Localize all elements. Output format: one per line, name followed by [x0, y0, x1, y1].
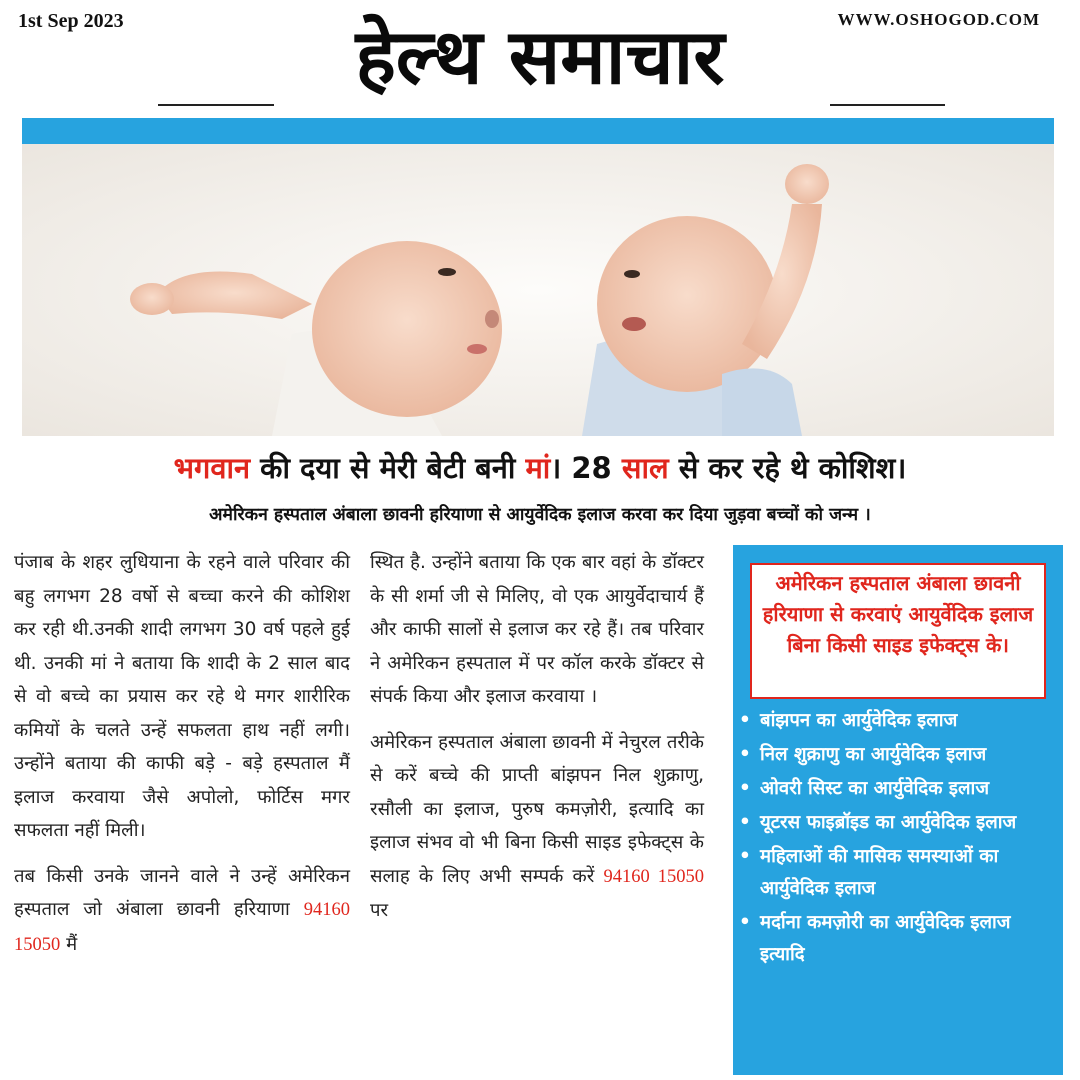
- masthead-rule-right: [830, 104, 945, 106]
- masthead-title: हेल्थ समाचार: [355, 12, 725, 101]
- list-item: • महिलाओं की मासिक समस्याओं का आर्युवेदिक इलाज: [733, 841, 1063, 905]
- twin-babies-illustration: [22, 144, 1054, 436]
- article-column-1: [14, 546, 350, 974]
- list-item: • बांझपन का आर्युवेदिक इलाज: [733, 705, 1063, 737]
- article-paragraph: स्थित है. उन्होंने बताया कि एक बार वहां के डॉक्टर के सी शर्मा जी से मिलिए, वो एक आयुर्वेदाचार्य हैं और काफी सालों से इलाज कर रहे हैं। तब परिवार ने अमेरिकन हस्पताल में पर कॉल करके डॉक्टर से संपर्क किया और इलाज करवाया ।: [370, 552, 704, 707]
- sidebar-callout: अमेरिकन हस्पताल अंबाला छावनी हरियाणा से करवाएं आयुर्वेदिक इलाज बिना किसी साइड इफेक्ट्स के।: [750, 563, 1046, 699]
- article-paragraph: पंजाब के शहर लुधियाना के रहने वाले परिवार की बहु लगभग 28 वर्षो से बच्चा करने की कोशिश कर रही थी.उनकी शादी लगभग 30 वर्ष पहले हुई थी. उनकी मां ने बताया कि शादी के 2 साल बाद से वो बच्चे का प्रयास कर रहे थे मगर शारीरिक कमियों के चलते उन्हें सफलता हाथ नहीं लगी। उन्होंने बताया की काफी बड़े - बड़े हस्पताल मैं इलाज करवाया जैसे अपोलो, फोर्टिस मगर सफलता नहीं मिली।: [14, 552, 350, 841]
- masthead-rule-left: [158, 104, 274, 106]
- paragraph-text: तब किसी उनके जानने वाले ने उन्हें अमेरिकन हस्पताल जो अंबाला छावनी हरियाणा: [14, 865, 350, 920]
- phone-number[interactable]: 94160 15050: [14, 900, 350, 955]
- headline: [0, 448, 1080, 487]
- article-column-2: [370, 546, 704, 940]
- website-url[interactable]: WWW.OSHOGOD.COM: [837, 10, 1040, 29]
- headline-red-bhagwan: भगवान: [173, 451, 251, 485]
- subheadline: अमेरिकन हस्पताल अंबाला छावनी हरियाणा से आयुर्वेदिक इलाज करवा कर दिया जुड़वा बच्चों को जन्म ।: [209, 505, 871, 525]
- list-item: • ओवरी सिस्ट का आर्युवेदिक इलाज: [733, 773, 1063, 805]
- article-paragraph: [370, 726, 704, 928]
- headline-part-2: की दया से मेरी बेटी बनी: [250, 451, 526, 485]
- treatment-list: [733, 705, 1063, 973]
- headline-red-saal: साल: [621, 451, 669, 485]
- issue-date: 1st Sep 2023: [18, 10, 124, 32]
- twin-babies-photo: [22, 144, 1054, 436]
- list-item: • मर्दाना कमज़ोरी का आर्युवेदिक इलाज इत्यादि: [733, 907, 1063, 971]
- paragraph-text: अमेरिकन हस्पताल अंबाला छावनी में नेचुरल तरीके से करें बच्चे की प्राप्ती बांझपन निल शुक्राणु, रसौली का इलाज, पुरुष कमज़ोरी, इत्यादि का इलाज संभव वो भी बिना किसी साइड इफेक्ट्स के सलाह के लिए अभी सम्पर्क करें: [370, 731, 704, 887]
- treatments-sidebar: [733, 545, 1063, 1075]
- list-item: • यूटरस फाइब्रॉइड का आर्युवेदिक इलाज: [733, 807, 1063, 839]
- paragraph-text: मैं: [60, 933, 78, 955]
- list-item: • निल शुक्राणु का आर्युवेदिक इलाज: [733, 739, 1063, 771]
- article-paragraph: [14, 860, 350, 963]
- headline-part-4: से कर रहे थे कोशिश।: [668, 451, 907, 485]
- paragraph-text: पर: [370, 900, 389, 921]
- headline-part-3: । 28: [550, 451, 622, 485]
- phone-number[interactable]: 94160 15050: [603, 866, 705, 887]
- header-blue-bar: [22, 118, 1054, 144]
- headline-red-maa: मां: [525, 451, 551, 485]
